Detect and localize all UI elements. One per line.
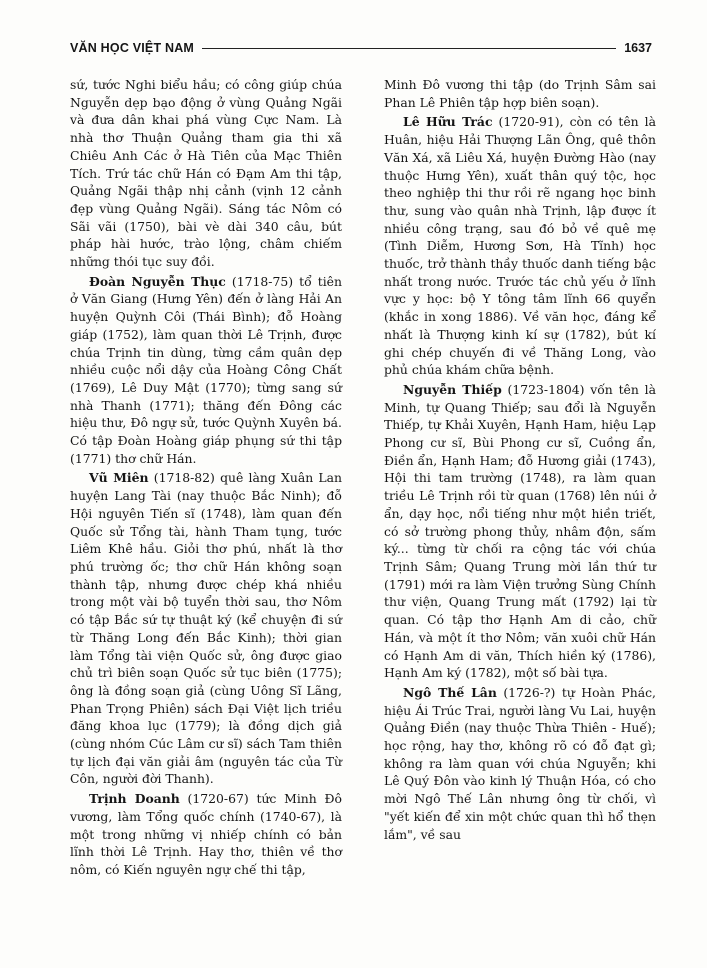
entry-name: Lê Hữu Trác (403, 114, 493, 130)
entry-paragraph (384, 113, 656, 379)
entry-name: Ngô Thế Lân (403, 684, 497, 700)
header-rule (202, 48, 616, 49)
entry-name: Vũ Miên (89, 470, 149, 486)
continued-paragraph (70, 76, 342, 271)
continued-paragraph (384, 76, 656, 111)
left-column (70, 76, 342, 879)
entry-paragraph (70, 790, 342, 879)
entry-text: (1723-1804) vốn tên là Minh, tự Quang Thiếp; sau đổi là Nguyễn Thiếp, tự Khải Xuyên, Hạnh Ham, hiệu Lạp Phong cư sĩ, Bùi Phong cư sĩ, Cuồng ẩn, Điền ẩn, Hạnh Ham; đỗ Hương giải (1743), Hội thi tam trường (1748), ra làm quan triều Lê Trịnh rồi từ quan (1768) lên núi ở ẩn, dạy học, nổi tiếng như một hiền triết, có sở trường phong thủy, nhâm độn, sấm ký... từng từ chối ra cộng tác với chúa Trịnh Sâm; Quang Trung mời lần thứ tư (1791) mới ra làm Viện trưởng Sùng Chính thư viện, Quang Trung mất (1792) lại từ quan. Có tập thơ Hạnh Am di cảo, chữ Hán, và một ít thơ Nôm; văn xuôi chữ Hán có Hạnh Am di văn, Thích hiền ký (1786), Hạnh Am ký (1782), một số bài tựa. (384, 381, 656, 681)
running-header (70, 38, 652, 58)
entry-paragraph (384, 684, 656, 843)
entry-text: (1718-75) tổ tiên ở Văn Giang (Hưng Yên) đến ở làng Hải An huyện Quỳnh Côi (Thái Bình); đỗ Hoàng giáp (1752), làm quan thời Lê Trịnh, được chúa Trịnh tin dùng, từng cầm quân dẹp nhiều cuộc nổi dậy của Hoàng Công Chất (1769), Lê Duy Mật (1770); từng sang sứ nhà Thanh (1771); thăng đến Đông các hiệu thư, Đô ngự sử, tước Quỳnh Xuyên bá. Có tập Đoàn Hoàng giáp phụng sứ thi tập (1771) thơ chữ Hán. (70, 273, 342, 466)
entry-name: Trịnh Doanh (89, 791, 180, 807)
entry-text: sứ, tước Nghi biểu hầu; có công giúp chúa Nguyễn dẹp bạo động ở vùng Quảng Ngãi và đưa dân khai phá vùng Cực Nam. Là nhà thơ Thuận Quảng tham gia thi xã Chiêu Anh Các ở Hà Tiên của Mạc Thiên Tích. Trứ tác chữ Hán có Đạm Am thi tập, Quảng Ngãi thập nhị cảnh (vịnh 12 cảnh đẹp vùng Quảng Ngãi). Sáng tác Nôm có Sãi vãi (1750), bài vè dài 340 câu, bút pháp hài hước, trào lộng, châm chiếm những thói tục suy đồi. (70, 77, 342, 270)
running-title: VĂN HỌC VIỆT NAM (70, 41, 195, 55)
entry-text: (1726-?) tự Hoàn Phác, hiệu Ái Trúc Trai, người làng Vu Lai, huyện Quảng Điền (nay thuộc Thừa Thiên - Huế); học rộng, hay thơ, không rõ có đỗ đạt gì; không ra làm quan với chúa Nguyễn; khi Lê Quý Đôn vào kinh lý Thuận Hóa, có cho mời Ngô Thế Lân nhưng ông từ chối, vì "yết kiến để xin một chức quan thì hổ thẹn lắm", về sau (384, 684, 656, 842)
entry-text: (1720-91), còn có tên là Huân, hiệu Hải Thượng Lãn Ông, quê thôn Văn Xá, xã Liêu Xá, huyện Đường Hào (nay thuộc Hưng Yên), xuất thân quý tộc, học theo nghiệp thi thư rồi rẽ ngang học binh thư, sung vào quân nhà Trịnh, lập được ít nhiều công trạng, sau đó bỏ về quê mẹ (Tình Diễm, Hương Sơn, Hà Tĩnh) học thuốc, trở thành thầy thuốc danh tiếng bậc nhất trong nước. Trước tác chủ yếu ở lĩnh vực y học: bộ Y tông tâm lĩnh 66 quyển (khắc in xong 1886). Về văn học, đáng kể nhất là Thượng kinh kí sự (1782), bút kí ghi chép chuyến đi về Thăng Long, vào phủ chúa khám chữa bệnh. (384, 114, 656, 378)
right-column (384, 76, 656, 843)
entry-text: (1718-82) quê làng Xuân Lan huyện Lang Tài (nay thuộc Bắc Ninh); đỗ Hội nguyên Tiến sĩ (1748), làm quan đến Quốc sử Tổng tài, hành Tham tụng, tước Liêm Khê hầu. Giỏi thơ phú, nhất là thơ phú trường ốc; thơ chữ Hán không soạn thành tập, nhưng được chép khá nhiều trong một vài bộ tuyển thời sau, thơ Nôm có tập Bắc sứ tự thuật ký (kể chuyện đi sứ từ Thăng Long đến Bắc Kinh); thời gian làm Tổng tài viện Quốc sử, ông được giao chủ trì biên soạn Quốc sử tục biên (1775); ông là đồng soạn giả (cùng Uông Sĩ Lãng, Phan Trọng Phiên) sách Đại Việt lịch triều đăng khoa lục (1779); là đồng dịch giả (cùng nhóm Cúc Lâm cư sĩ) sách Tam thiên tự lịch đại văn giải âm (nguyên tác của Từ Côn, người đời Thanh). (70, 470, 342, 787)
entry-paragraph (384, 381, 656, 682)
entry-name: Đoàn Nguyễn Thục (89, 273, 226, 289)
entry-text: Minh Đô vương thi tập (do Trịnh Sâm sai Phan Lê Phiên tập hợp biên soạn). (384, 77, 656, 110)
entry-paragraph (70, 273, 342, 468)
entry-text: (1720-67) tức Minh Đô vương, làm Tổng quốc chính (1740-67), là một trong những vị nhiếp chính có bản lĩnh thời Lê Trịnh. Hay thơ, thiên về thơ nôm, có Kiến nguyên ngự chế thi tập, (70, 791, 342, 877)
entry-paragraph (70, 469, 342, 788)
entry-name: Nguyễn Thiếp (403, 381, 502, 397)
page-number: 1637 (624, 41, 652, 55)
